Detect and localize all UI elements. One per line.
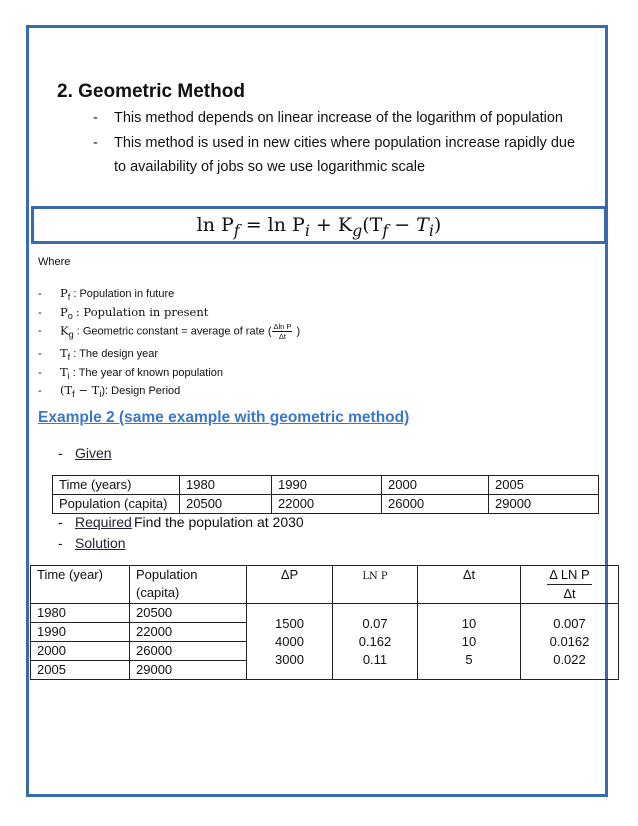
definition-item: - $T_f$ : The design year	[38, 346, 159, 363]
header-rate: $\frac{\text{Δ LN P}}{\Delta t}$	[521, 566, 619, 604]
bullet-text: to availability of jobs so we use logarithmic scale	[114, 159, 426, 175]
bullet-dash: -	[93, 110, 98, 126]
definition-item: - $(T_f - T_i)$: Design Period	[38, 383, 181, 400]
table-cell: 2005	[489, 476, 599, 495]
definition-item: - $K_g$ : Geometric constant = average of rate ( $\frac{\text{Δln P}}{\Delta t}$ )	[38, 322, 301, 341]
given-table	[52, 475, 599, 514]
rate-fraction: $\frac{\text{Δln P}}{\Delta t}$	[273, 322, 292, 341]
table-cell: 22000	[272, 495, 382, 514]
table-cell: 26000	[382, 495, 489, 514]
definition-item: - $P_o$ : Population in present	[38, 305, 209, 322]
header-delta-p: ΔP	[247, 566, 333, 604]
section-heading: 2. Geometric Method	[57, 81, 245, 102]
table-row	[53, 495, 599, 514]
header-delta-t: Δt	[418, 566, 521, 604]
header-population: Population (capita)	[130, 566, 247, 604]
table-cell: 29000	[130, 661, 247, 680]
given-label: Given	[75, 445, 112, 461]
rate-cell: 0.007 0.0162 0.022	[521, 604, 619, 680]
geometric-formula: $\ln P_f = \ln P_i + K_g(T_f - T_i)$	[196, 214, 442, 240]
table-cell: 2005	[31, 661, 130, 680]
solution-label: Solution	[75, 535, 126, 551]
example-title: Example 2 (same example with geometric method)	[38, 409, 410, 426]
where-label: Where	[38, 256, 71, 268]
delta-t-cell: 10 10 5	[418, 604, 521, 680]
table-cell: 1990	[272, 476, 382, 495]
definition-item: - $P_f$ : Population in future	[38, 286, 175, 303]
table-cell: Time (years)	[53, 476, 180, 495]
table-cell: 1990	[31, 623, 130, 642]
table-cell: 1980	[31, 604, 130, 623]
solution-table	[30, 565, 619, 680]
table-cell: 26000	[130, 642, 247, 661]
bullet-dash: -	[93, 135, 98, 151]
table-cell: 2000	[31, 642, 130, 661]
definition-item: - $T_i$ : The year of known population	[38, 365, 224, 382]
table-cell: 20500	[130, 604, 247, 623]
bullet-text: This method depends on linear increase of the logarithm of population	[114, 110, 563, 126]
table-header-row	[31, 566, 619, 604]
header-ln-p: LN P	[333, 566, 418, 604]
table-cell: 2000	[382, 476, 489, 495]
table-cell: 1980	[180, 476, 272, 495]
table-row	[53, 476, 599, 495]
required-text: Find the population at 2030	[134, 514, 304, 530]
table-row	[31, 604, 619, 623]
ln-p-cell: 0.07 0.162 0.11	[333, 604, 418, 680]
table-cell: Population (capita)	[53, 495, 180, 514]
bullet-text: This method is used in new cities where population increase rapidly due	[114, 135, 576, 151]
table-cell: 22000	[130, 623, 247, 642]
required-label: Required	[75, 514, 132, 530]
formula-box	[31, 206, 607, 244]
table-cell: 29000	[489, 495, 599, 514]
delta-p-cell: 1500 4000 3000	[247, 604, 333, 680]
table-cell: 20500	[180, 495, 272, 514]
header-time: Time (year)	[31, 566, 130, 604]
